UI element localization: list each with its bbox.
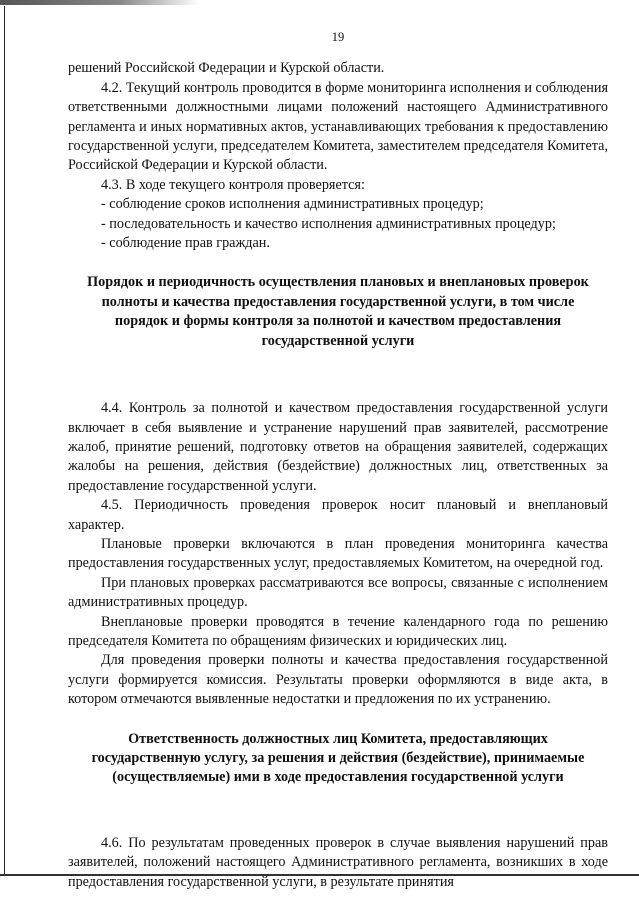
document-page (68, 28, 608, 892)
page-number: 19 (331, 30, 345, 44)
section-heading-responsibility: Ответственность должностных лиц Комитета, предоставляющих государственную услугу, за решения и действия (бездействие), принимаемые (осуществляемые) ими в ходе предоставления государственной услуги (91, 730, 585, 786)
paragraph-commission: Для проведения проверки полноты и качества предоставления государственной услуги формируется комиссия. Результаты проверки оформляются в виде акта, в котором отмечаются выявленные недостатки и предложения по их устранению. (68, 652, 608, 708)
paragraph-4-6: 4.6. По результатам проведенных проверок в случае выявления нарушений прав заявителей, положений настоящего Административного регламента, возникших в ходе предоставления государственной услуги, в результате принятия (68, 834, 608, 890)
paragraph-4-3: 4.3. В ходе текущего контроля проверяется: (101, 176, 365, 193)
paragraph-planned-inspections: Плановые проверки включаются в план проведения мониторинга качества предоставления государственных услуг, предоставляемых Комитетом, на очередной год. (68, 535, 608, 572)
scan-edge-left (4, 6, 5, 874)
paragraph-continuation: решений Российской Федерации и Курской области. (68, 60, 385, 77)
paragraph-unplanned-inspections: Внеплановые проверки проводятся в течение календарного года по решению председателя Комитета по обращениям физических и юридических лиц. (68, 613, 608, 649)
paragraph-4-4: 4.4. Контроль за полнотой и качеством предоставления государственной услуги включает в себя выявление и устранение нарушений прав заявителей, рассмотрение жалоб, принятие решений, подготовку ответов на обращения заявителей, содержащих жалобы на решения, действия (бездействие) должностных лиц, ответственных за предоставление государственной услуги. (68, 400, 608, 494)
section-heading-inspections: Порядок и периодичность осуществления плановых и внеплановых проверок полноты и качества предоставления государственной услуги, в том числе порядок и формы контроля за полнотой и качеством предоставления государственной услуги (87, 274, 589, 349)
paragraph-planned-scope: При плановых проверках рассматриваются все вопросы, связанные с исполнением административных процедур. (68, 574, 608, 611)
list-item-deadlines: - соблюдение сроков исполнения административных процедур; (101, 196, 484, 213)
scan-edge-top (0, 0, 200, 5)
list-item-rights: - соблюдение прав граждан. (101, 235, 270, 252)
paragraph-4-5: 4.5. Периодичность проведения проверок носит плановый и внеплановый характер. (68, 497, 608, 533)
list-item-sequence: - последовательность и качество исполнения административных процедур; (101, 215, 556, 232)
paragraph-4-2: 4.2. Текущий контроль проводится в форме мониторинга исполнения и соблюдения ответственными должностными лицами положений настоящего Административного регламента и иных нормативных актов, устанавливающих требования к предоставлению государственной услуги, председателем Комитета, заместителем председателя Комитета, Российской Федерации и Курской области. (68, 79, 608, 174)
